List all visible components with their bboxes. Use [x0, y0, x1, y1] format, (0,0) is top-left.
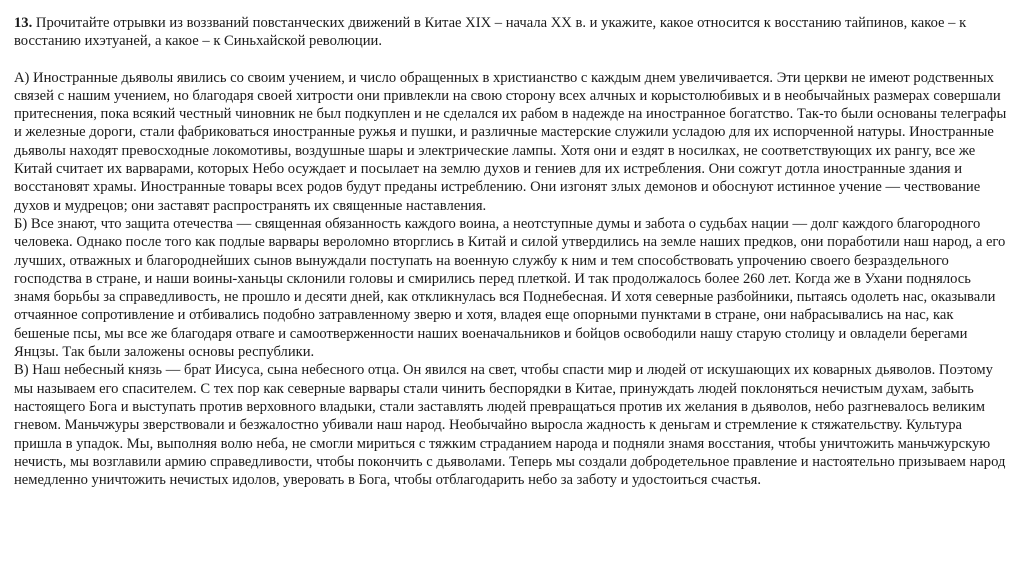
task-text: Прочитайте отрывки из воззваний повстанческих движений в Китае XIX – начала XX в. и укажите, какое относится к восстанию тайпинов, какое – к восстанию ихэтуаней, а какое – к Синьхайской революции. [14, 15, 967, 50]
passage-c: В) Наш небесный князь — брат Иисуса, сына небесного отца. Он явился на свет, чтобы спасти мир и людей от искушающих их коварных дьяволов. Поэтому мы называем его спасителем. С тех пор как северные варвары стали чинить беспорядки в Китае, принуждать людей поклоняться нечистым духам, забыть настоящего Бога и выступать против верховного владыки, стали заставлять людей превращаться против их желания в дьяволов, небо разгневалось великим гневом. Маньчжуры зверствовали и безжалостно убивали наш народ. Необычайно выросла жадность к деньгам и стремление к стяжательству. Культура пришла в упадок. Мы, выполняя волю неба, не смогли мириться с тяжким страданием народа и подняли знамя восстания, чтобы уничтожить маньчжурскую нечисть, мы возглавили армию справедливости, чтобы покончить с дьяволами. Теперь мы создали добродетельное правление и настоятельно призываем народ немедленно уничтожить нечистых идолов, уверовать в Бога, чтобы отблагодарить небо за заботу и удостоиться счастья. [14, 362, 1006, 489]
passage-a: А) Иностранные дьяволы явились со своим учением, и число обращенных в христианство с каждым днем увеличивается. Эти церкви не имеют родственных связей с нашим учением, но благодаря своей хитрости они привлекли на свою сторону всех алчных и корыстолюбивых и в необычайных размерах совершали притеснения, пока всякий честный чиновник не был подкуплен и не сделался их рабом в надежде на иностранное богатство. Так-то были основаны телеграфы и железные дороги, стали фабриковаться иностранные ружья и пушки, и различные мастерские служили усладою для их испорченной натуры. Иностранные дьяволы находят превосходные локомотивы, воздушные шары и электрические лампы. Хотя они и ездят в носилках, не соответствующих их рангу, все же Китай считает их варварами, которых Небо осуждает и посылает на землю духов и гениев для их истребления. Они сожгут дотла иностранные здания и восстановят храмы. Иностранные товары всех родов будут преданы истреблению. Они изгонят злых демонов и обоснуют истинное учение — чествование духов и мудрецов; они заставят распространять их священные наставления. [14, 69, 1007, 214]
document-page [14, 14, 1010, 489]
task-number: 13. [14, 15, 33, 31]
passage-b: Б) Все знают, что защита отечества — священная обязанность каждого воина, а неотступные думы и забота о судьбах нации — долг каждого благородного человека. Однако после того как подлые варвары вероломно вторглись в Китай и силой утвердились на земле наших предков, они поработили наш народ, а его лучших, отважных и благороднейших сынов вынуждали поступать на военную службу к ним и тем способствовать упрочению своего безраздельного господства в стране, и наши воины-ханьцы склонили головы и смирились перед плеткой. И так продолжалось более 260 лет. Когда же в Ухани поднялось знамя борьбы за справедливость, не прошло и десяти дней, как откликнулась вся Поднебесная. И хотя северные разбойники, пытаясь одолеть нас, оказывали отчаянное сопротивление и отбивались подобно затравленному зверю и хотя, владея еще опорными пунктами в стране, они набрасывались на нас, как бешеные псы, мы все же благодаря отваге и самоотверженности наших военачальников и бойцов освободили нашу старую столицу и овладели берегами Янцзы. Так были заложены основы республики. [14, 215, 1006, 361]
task-statement [14, 14, 1010, 51]
